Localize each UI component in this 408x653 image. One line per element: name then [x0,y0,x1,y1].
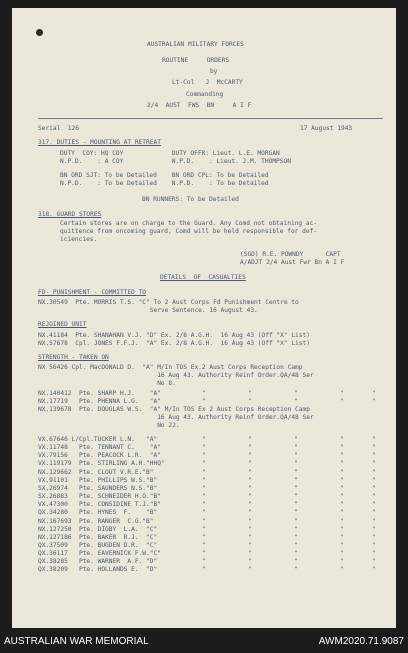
ditto-mark: " [372,558,376,566]
punch-hole [36,29,43,36]
ditto-mark: " [372,460,376,468]
casualty-row: VX.67646 L/Cpl.TUCKER L.N. "A" [38,436,158,443]
ditto-mark: " [372,525,376,533]
punishment-line1: NX.30549 Pte. MORRIS T.S. "C" To 2 Aust Corps Fd Punishment Centre to [38,299,299,306]
ditto-mark: " [372,517,376,525]
ditto-mark: " [248,444,252,452]
ditto-mark: " [294,541,298,549]
header-line3: by [210,68,218,75]
ditto-mark: " [248,533,252,541]
ditto-mark: " [294,390,298,397]
ditto-mark: " [294,558,298,566]
punishment-title: FD- PUNISHMENT - COMMITTED TO [38,289,147,296]
ditto-mark: " [202,436,206,443]
ditto-mark: " [372,541,376,549]
casualty-row: NX.139678 Pte. DOUGLAS W.S. "A" M/In TOS Ex 2 Aust Corps Reception Camp [38,406,310,413]
casualty-row: NX.140412 Pte. SHARP H.J. "A" [38,390,161,397]
header-line2: ROUTINE ORDERS [162,57,230,64]
serial-label: Serial 126 [38,125,79,132]
ditto-mark: " [248,558,252,566]
ditto-mark: " [372,550,376,558]
header-rule [38,118,383,119]
ditto-mark: " [294,398,298,405]
guard-para3: iciencies. [60,236,98,243]
ditto-mark: " [248,517,252,525]
ditto-mark: " [202,484,206,492]
footer-bar [0,632,408,653]
ditto-mark: " [294,476,298,484]
ditto-mark: " [294,493,298,501]
ditto-mark: " [294,460,298,468]
guard-para1: Certain stores are on charge to the Guard. Any Comd not obtaining ac- [60,220,318,227]
signature-line1: (SGD) R.E. POWNDY CAPT [240,251,341,258]
casualty-row: QX.34280 Pte. HYNES F. "B" [38,509,158,517]
ditto-mark: " [340,444,344,452]
rejoined-line1: NX.41184 Pte. SHANAHAN V.J. "D" Ex. 2/8 A.G.H. 16 Aug 43 (Off "X" List) [38,332,310,339]
duties-line5: BN RUNNERS: To be Detailed [142,196,239,203]
ditto-mark: " [372,444,376,452]
ditto-mark: " [372,566,376,574]
duties-line2: N.P.D. : A COY N.P.D. : Lieut. J.M. THOMPSON [60,158,291,165]
ditto-mark: " [248,460,252,468]
duties-line1: DUTY COY: HQ COY DUTY OFFR: Lieut. L.E. MORGAN [60,150,280,157]
ditto-mark: " [340,541,344,549]
ditto-mark: " [340,493,344,501]
duties-line4: N.P.D. : To be Detailed N.P.D. : To be Detailed [60,180,269,187]
ditto-mark: " [340,390,344,397]
ditto-mark: " [202,525,206,533]
casualty-row: NX.17719 Pte. PHENNA L.G. "A" [38,398,161,405]
guard-title: 318. GUARD STORES [38,211,102,218]
ditto-mark: " [202,533,206,541]
ditto-mark: " [340,550,344,558]
ditto-mark: " [202,493,206,501]
ditto-mark: " [202,566,206,574]
casualty-row: SX.26974 Pte. SAUNDERS N.S."B" [38,484,158,492]
ditto-mark: " [248,468,252,476]
ditto-mark: " [248,493,252,501]
casualty-row: VX.47300 Pte. CONSIDINE T.J."B" [38,501,161,509]
guard-para2: quittence from oncoming guard, Comd will be held responsible for def- [60,228,318,235]
ditto-mark: " [248,436,252,443]
ditto-mark: " [248,566,252,574]
casualty-row: VX.11748 Pte. TENNANT C. "A" [38,444,161,452]
serial-date: 17 August 1943 [300,125,353,132]
footer-accession: AWM2020.71.9087 [318,636,404,647]
ditto-mark: " [340,468,344,476]
casualty-row: NX.127250 Pte. DIGBY L.A. "C" [38,525,158,533]
ditto-mark: " [340,398,344,405]
ditto-mark: " [372,501,376,509]
header-line4: Lt-Col J McCARTY [172,79,243,86]
ditto-mark: " [248,501,252,509]
ditto-mark: " [294,550,298,558]
ditto-mark: " [202,468,206,476]
ditto-mark: " [340,460,344,468]
ditto-mark: " [372,452,376,460]
ditto-mark: " [294,452,298,460]
casualty-row: QX.38285 Pte. WARNER A.F. "D" [38,558,158,566]
ditto-mark: " [248,390,252,397]
casualty-row: QX.37509 Pte. BUGDEN D.R. "C" [38,541,158,549]
ditto-mark: " [294,525,298,533]
strength-line1: NX 56426 Cpl. MacDONALD D. "A" M/In TOS Ex.2 Aust Corps Reception Camp [38,364,303,371]
ditto-mark: " [202,460,206,468]
ditto-mark: " [294,436,298,443]
ditto-mark: " [340,452,344,460]
casualty-row: NX.127186 Pte. BAKER R.J. "C" [38,533,158,541]
ditto-mark: " [340,509,344,517]
ditto-mark: " [202,541,206,549]
ditto-mark: " [202,398,206,405]
ditto-mark: " [248,550,252,558]
strength-title: STRENGTH - TAKEN ON [38,354,109,361]
casualty-row: SX.26883 Pte. SCHNEIDER H.O."B" [38,493,161,501]
ditto-mark: " [340,517,344,525]
rejoined-line2: NX.57678 Cpl. JONES F.F.J. "A" Ex. 2/8 A.G.H. 16 Aug 43 (Off "X" List) [38,340,310,347]
ditto-mark: " [202,390,206,397]
ditto-mark: " [294,468,298,476]
ditto-mark: " [202,476,206,484]
ditto-mark: " [372,509,376,517]
ditto-mark: " [248,476,252,484]
header-line1: AUSTRALIAN MILITARY FORCES [147,41,244,48]
ditto-mark: " [372,533,376,541]
ditto-mark: " [248,525,252,533]
ditto-mark: " [340,566,344,574]
header-line6: 2/4 AUST FWS BN A I F [147,102,252,109]
ditto-mark: " [202,452,206,460]
casualty-row: QX.36117 Pte. EAVERNICK F.W."C" [38,550,161,558]
ditto-mark: " [372,476,376,484]
strength-line3: No 8. [38,380,176,387]
ditto-mark: " [340,525,344,533]
signature-line2: A/ADJT 2/4 Aust Fwr Bn A I F [240,259,345,266]
ditto-mark: " [294,484,298,492]
strength-line5: No 22. [38,422,180,429]
ditto-mark: " [372,436,376,443]
details-title: DETAILS OF CASUALTIES [160,274,246,281]
ditto-mark: " [340,476,344,484]
ditto-mark: " [294,444,298,452]
casualty-row: VX.91101 Pte. PHILLIPS W.S."B" [38,476,158,484]
punishment-line2: Serve Sentence. 16 August 43. [38,307,258,314]
ditto-mark: " [340,533,344,541]
casualty-row: VX.79156 Pte. PEACOCK L.R. "A" [38,452,161,460]
ditto-mark: " [294,533,298,541]
ditto-mark: " [202,501,206,509]
ditto-mark: " [248,452,252,460]
duties-title: 317. DUTIES - MOUNTING AT RETREAT [38,139,161,146]
casualty-row: QX.38209 Pte. HOLLANDS E. "D" [38,566,158,574]
ditto-mark: " [248,398,252,405]
ditto-mark: " [340,501,344,509]
casualty-row: NX.129662 Pte. CLOUT V.R.E."B" [38,468,154,476]
strength-line4: 16 Aug 43. Authority Reinf Order.QA/48 Ser [38,414,314,421]
ditto-mark: " [294,566,298,574]
ditto-mark: " [340,436,344,443]
rejoined-title: REJOINED UNIT [38,321,87,328]
ditto-mark: " [340,484,344,492]
ditto-mark: " [372,398,376,405]
ditto-mark: " [294,509,298,517]
ditto-mark: " [248,484,252,492]
ditto-mark: " [294,517,298,525]
ditto-mark: " [372,484,376,492]
casualty-row: NX.167693 Pte. RANGER C.G."B" [38,517,154,525]
strength-line2: 16 Aug 43. Authority Reinf Order.QA/48 Ser [38,372,314,379]
ditto-mark: " [202,517,206,525]
ditto-mark: " [340,558,344,566]
duties-line3: BN ORD SJT: To be Detailed BN ORD CPL: To be Detailed [60,172,269,179]
document-page [12,8,396,628]
ditto-mark: " [202,509,206,517]
casualty-row: VX.119179 Pte. STIRLING A.H."HHQ" [38,460,165,468]
ditto-mark: " [202,444,206,452]
ditto-mark: " [294,501,298,509]
footer-credit: AUSTRALIAN WAR MEMORIAL [4,636,149,647]
ditto-mark: " [248,541,252,549]
ditto-mark: " [248,509,252,517]
ditto-mark: " [372,493,376,501]
ditto-mark: " [202,558,206,566]
ditto-mark: " [372,390,376,397]
ditto-mark: " [372,468,376,476]
ditto-mark: " [202,550,206,558]
header-line5: Commanding [186,91,224,98]
